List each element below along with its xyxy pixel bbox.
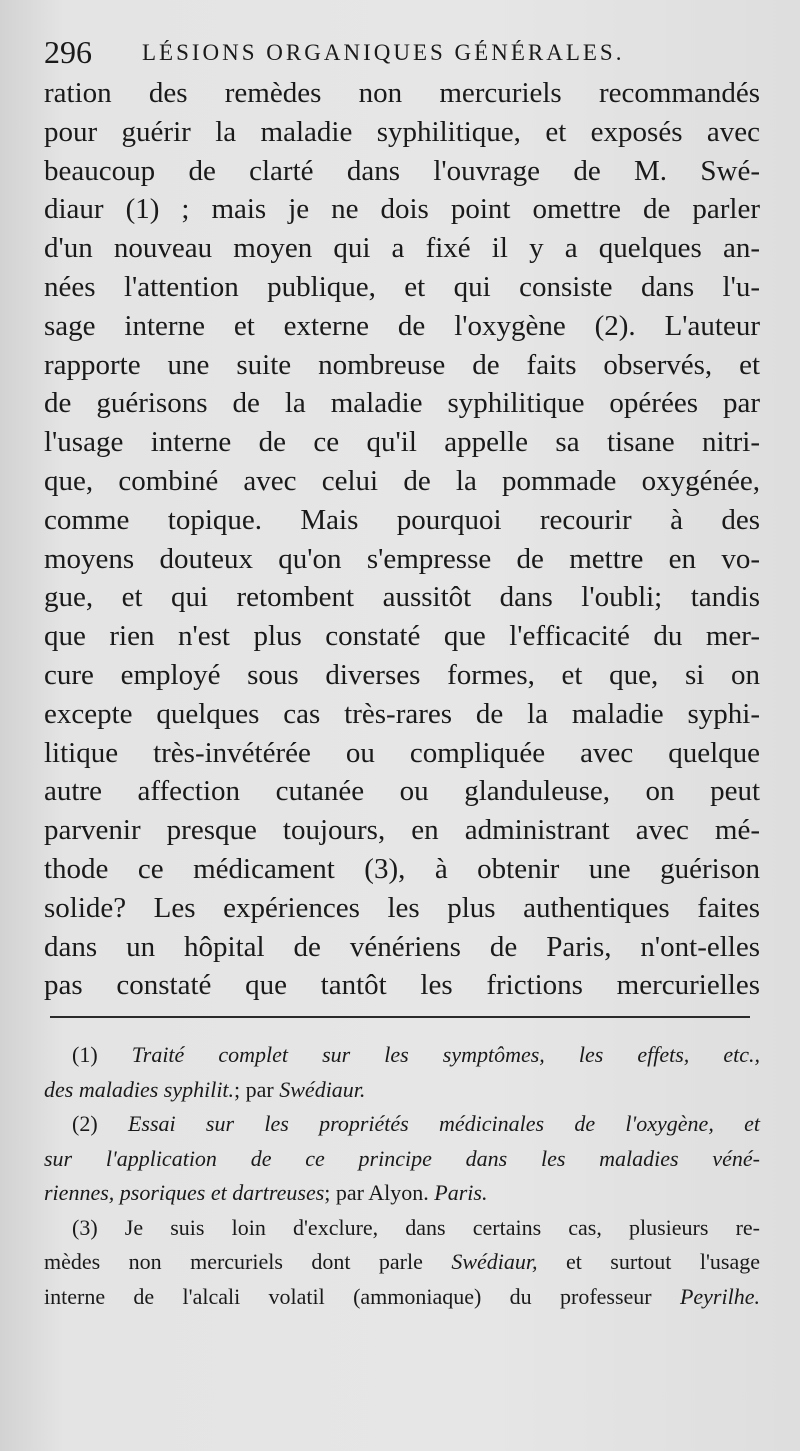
footnote-text: et surtout l'usage	[565, 1249, 761, 1274]
text-line: de guérisons de la maladie syphilitique opérées par	[44, 387, 760, 420]
footnote-author: Peyrilhe.	[679, 1283, 760, 1309]
footnote-place: Paris.	[434, 1180, 488, 1205]
footnote-title: Traité complet sur les symptômes, les effets, etc.,	[131, 1042, 761, 1067]
footnotes	[44, 1038, 760, 1314]
text-line: nées l'attention publique, et qui consiste dans l'u-	[44, 270, 760, 303]
footnote-2-line-2: sur l'application de ce principe dans les maladies véné-	[44, 1145, 760, 1171]
text-line: que rien n'est plus constaté que l'efficacité du mer-	[44, 620, 760, 653]
text-line: cure employé sous diverses formes, et que, si on	[44, 658, 760, 691]
text-line: diaur (1) ; mais je ne dois point omettre de parler	[44, 193, 760, 226]
footnote-title: Essai sur les propriétés médicinales de l'oxygène, et	[127, 1111, 760, 1136]
footnote-title-cont: des maladies syphilit.	[44, 1076, 235, 1102]
running-title: LÉSIONS ORGANIQUES GÉNÉRALES.	[142, 40, 625, 65]
text-line: autre affection cutanée ou glanduleuse, on peut	[44, 775, 760, 808]
page-number: 296	[44, 34, 92, 70]
footnote-author: Swédiaur,	[451, 1249, 538, 1274]
footnote-2-line-3	[44, 1176, 760, 1211]
footnote-3-line-2	[44, 1245, 760, 1280]
footnote-2-line-1	[44, 1107, 760, 1142]
footnote-title-cont: riennes, psoriques et dartreuses	[44, 1180, 325, 1205]
footnote-author: Swédiaur.	[279, 1076, 366, 1102]
text-line: dans un hôpital de vénériens de Paris, n'ont-elles	[44, 930, 760, 963]
text-line: pour guérir la maladie syphilitique, et exposés avec	[44, 115, 760, 148]
footnote-by: ; par	[234, 1076, 274, 1102]
footnote-1-line-2	[44, 1073, 760, 1108]
text-line: pas constaté que tantôt les frictions mercurielles	[44, 969, 760, 1002]
text-line: d'un nouveau moyen qui a fixé il y a quelques an-	[44, 232, 760, 265]
footnote-1-line-1	[44, 1038, 760, 1073]
footnote-3-line-1: (3) Je suis loin d'exclure, dans certains cas, plusieurs re-	[72, 1214, 760, 1240]
footnote-text: mèdes non mercuriels dont parle	[44, 1249, 423, 1274]
text-line: gue, et qui retombent aussitôt dans l'oubli; tandis	[44, 581, 760, 614]
text-line: litique très-invétérée ou compliquée avec quelque	[44, 736, 760, 769]
footnote-divider	[50, 1016, 750, 1018]
text-line: excepte quelques cas très-rares de la maladie syphi-	[44, 697, 760, 730]
page-header	[44, 34, 764, 74]
footnote-text: interne de l'alcali volatil (ammoniaque) du professeur	[44, 1283, 652, 1309]
text-line: comme topique. Mais pourquoi recourir à des	[44, 503, 760, 536]
footnote-by: ; par Alyon.	[324, 1180, 429, 1205]
footnote-3-line-3	[44, 1280, 760, 1315]
text-line: moyens douteux qu'on s'empresse de mettre en vo-	[44, 542, 760, 575]
text-line: beaucoup de clarté dans l'ouvrage de M. Swé-	[44, 154, 760, 187]
text-line: que, combiné avec celui de la pommade oxygénée,	[44, 464, 760, 497]
body-text	[44, 74, 760, 1005]
text-line: sage interne et externe de l'oxygène (2). L'auteur	[44, 309, 760, 342]
text-line: parvenir presque toujours, en administrant avec mé-	[44, 814, 760, 847]
text-line: solide? Les expériences les plus authentiques faites	[44, 891, 760, 924]
text-line: l'usage interne de ce qu'il appelle sa tisane nitri-	[44, 426, 760, 459]
footnote-number: (2)	[72, 1111, 98, 1136]
text-line: ration des remèdes non mercuriels recommandés	[44, 77, 760, 109]
text-line: thode ce médicament (3), à obtenir une guérison	[44, 852, 760, 885]
footnote-number: (1)	[72, 1042, 98, 1067]
text-line: rapporte une suite nombreuse de faits observés, et	[44, 348, 760, 381]
